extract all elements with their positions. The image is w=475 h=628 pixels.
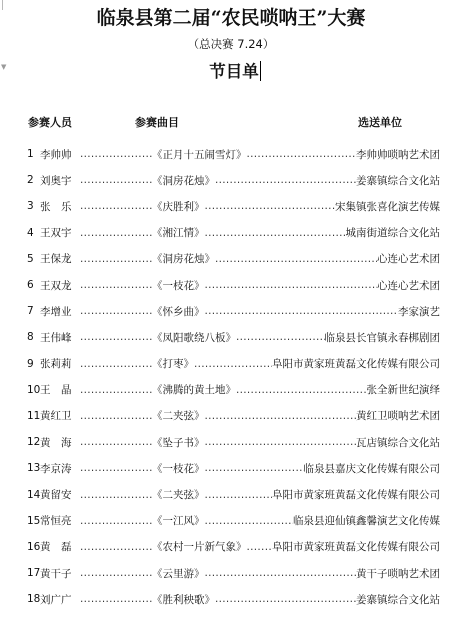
entry-performer: 张莉莉 bbox=[40, 358, 72, 371]
column-header-song: 参赛曲目 bbox=[135, 116, 179, 129]
dot-leader bbox=[215, 174, 356, 186]
dot-leader bbox=[205, 279, 378, 291]
entry-number: 18 bbox=[27, 593, 41, 606]
list-item bbox=[27, 246, 440, 272]
entry-performer: 黄 海 bbox=[40, 436, 72, 449]
dot-leader bbox=[80, 541, 152, 553]
dot-leader bbox=[80, 384, 152, 396]
list-item bbox=[27, 429, 440, 455]
entry-song: 《湘江情》 bbox=[152, 227, 205, 240]
entry-unit: 临泉县长官镇永春梆剧团 bbox=[324, 331, 440, 344]
list-item bbox=[27, 193, 440, 219]
list-item bbox=[27, 481, 440, 507]
list-item bbox=[27, 455, 440, 481]
entry-number: 12 bbox=[27, 436, 41, 449]
list-item bbox=[27, 298, 440, 324]
entry-unit: 张全新世纪演绎 bbox=[366, 384, 440, 397]
program-heading[interactable] bbox=[0, 61, 470, 83]
entry-performer: 黄留安 bbox=[40, 489, 72, 502]
dot-leader bbox=[80, 331, 152, 343]
entry-song: 《怀乡曲》 bbox=[152, 305, 205, 318]
entry-performer: 王伟峰 bbox=[40, 331, 72, 344]
entry-number: 3 bbox=[27, 200, 34, 213]
entry-unit: 城南街道综合文化站 bbox=[345, 227, 440, 240]
dot-leader bbox=[80, 148, 152, 160]
entry-performer: 王双宇 bbox=[40, 227, 72, 240]
list-item bbox=[27, 586, 440, 612]
entry-number: 4 bbox=[27, 226, 34, 239]
entry-unit: 姜寨镇综合文化站 bbox=[356, 593, 440, 606]
entry-performer: 王保龙 bbox=[40, 253, 72, 266]
entry-song: 《坠子书》 bbox=[152, 436, 205, 449]
dot-leader bbox=[80, 462, 152, 474]
entry-song: 《二夹弦》 bbox=[152, 489, 205, 502]
entry-performer: 刘奥宇 bbox=[40, 174, 72, 187]
dot-leader bbox=[236, 384, 367, 396]
dot-leader bbox=[205, 305, 399, 317]
entry-performer: 王 晶 bbox=[40, 384, 72, 397]
dot-leader bbox=[80, 305, 152, 317]
entry-song: 《二夹弦》 bbox=[152, 410, 205, 423]
dot-leader bbox=[80, 358, 152, 370]
text-cursor bbox=[260, 61, 261, 81]
entry-number: 8 bbox=[27, 331, 34, 344]
entry-song: 《云里游》 bbox=[152, 567, 205, 580]
list-item bbox=[27, 508, 440, 534]
entry-performer: 黄 磊 bbox=[40, 541, 72, 554]
dot-leader bbox=[80, 515, 152, 527]
entry-song: 《凤阳歌绕八板》 bbox=[152, 331, 236, 344]
entry-unit: 临泉县嘉庆文化传媒有限公司 bbox=[303, 462, 440, 475]
entry-number: 15 bbox=[27, 514, 41, 527]
entry-performer: 刘广广 bbox=[40, 593, 72, 606]
entry-unit: 黄干子唢呐艺术团 bbox=[356, 567, 440, 580]
dot-leader bbox=[215, 593, 356, 605]
entry-song: 《农村一片新气象》 bbox=[152, 541, 247, 554]
entry-song: 《胜利秧歌》 bbox=[152, 593, 215, 606]
document-title: 临泉县第二届“农民唢呐王”大赛 bbox=[96, 7, 366, 29]
entry-song: 《沸腾的黄土地》 bbox=[152, 384, 236, 397]
entry-number: 11 bbox=[27, 409, 41, 422]
entry-unit: 姜寨镇综合文化站 bbox=[356, 174, 440, 187]
entry-performer: 黄红卫 bbox=[40, 410, 72, 423]
dot-leader bbox=[80, 253, 152, 265]
list-item bbox=[27, 377, 440, 403]
list-item bbox=[27, 403, 440, 429]
dot-leader bbox=[205, 515, 294, 527]
entry-performer: 李增业 bbox=[40, 305, 72, 318]
entry-performer: 李京涛 bbox=[40, 462, 72, 475]
dot-leader bbox=[80, 410, 152, 422]
entry-song: 《洞房花烛》 bbox=[152, 253, 215, 266]
column-header-performer: 参赛人员 bbox=[28, 116, 72, 129]
list-item bbox=[27, 167, 440, 193]
entry-unit: 心连心艺术团 bbox=[377, 253, 440, 266]
entry-song: 《一枝花》 bbox=[152, 279, 205, 292]
entry-performer: 王双龙 bbox=[40, 279, 72, 292]
dot-leader bbox=[80, 567, 152, 579]
entry-song: 《庆胜利》 bbox=[152, 200, 205, 213]
entry-unit: 瓦店镇综合文化站 bbox=[356, 436, 440, 449]
entry-performer: 张 乐 bbox=[40, 200, 72, 213]
entry-number: 9 bbox=[27, 357, 34, 370]
list-item bbox=[27, 324, 440, 350]
document-subtitle: （总决赛 7.24） bbox=[187, 37, 275, 51]
program-heading-text: 节目单 bbox=[209, 62, 259, 81]
entry-song: 《一江风》 bbox=[152, 515, 205, 528]
entry-number: 1 bbox=[27, 148, 34, 161]
dot-leader bbox=[205, 436, 357, 448]
list-item bbox=[27, 141, 440, 167]
column-header-unit: 选送单位 bbox=[358, 116, 402, 129]
dot-leader bbox=[205, 410, 357, 422]
entry-song: 《打枣》 bbox=[152, 358, 194, 371]
entry-unit: 阜阳市黄家班黄磊文化传媒有限公司 bbox=[272, 358, 440, 371]
dot-leader bbox=[236, 331, 325, 343]
entry-song: 《洞房花烛》 bbox=[152, 174, 215, 187]
dot-leader bbox=[80, 489, 152, 501]
dot-leader bbox=[80, 200, 152, 212]
entry-unit: 临泉县迎仙镇鑫馨演艺文化传媒 bbox=[293, 515, 440, 528]
entry-number: 5 bbox=[27, 252, 34, 265]
entry-performer: 李帅帅 bbox=[40, 148, 72, 161]
dot-leader bbox=[205, 227, 346, 239]
entry-unit: 阜阳市黄家班黄磊文化传媒有限公司 bbox=[272, 489, 440, 502]
dot-leader bbox=[80, 174, 152, 186]
dot-leader bbox=[80, 279, 152, 291]
dot-leader bbox=[80, 436, 152, 448]
dot-leader bbox=[205, 200, 336, 212]
entry-song: 《正月十五闹雪灯》 bbox=[152, 148, 247, 161]
entry-number: 6 bbox=[27, 279, 34, 292]
dot-leader bbox=[247, 148, 357, 160]
list-item bbox=[27, 534, 440, 560]
entry-unit: 李家演艺 bbox=[398, 305, 440, 318]
margin-arrow-icon: ▼ bbox=[1, 63, 7, 71]
entry-performer: 黄干子 bbox=[40, 567, 72, 580]
entry-performer: 常恒亮 bbox=[40, 515, 72, 528]
entry-number: 7 bbox=[27, 305, 34, 318]
dot-leader bbox=[80, 227, 152, 239]
dot-leader bbox=[205, 567, 357, 579]
list-item bbox=[27, 220, 440, 246]
dot-leader bbox=[205, 462, 304, 474]
entry-unit: 心连心艺术团 bbox=[377, 279, 440, 292]
entry-number: 16 bbox=[27, 540, 41, 553]
entry-number: 10 bbox=[27, 383, 41, 396]
entry-unit: 李帅帅唢呐艺术团 bbox=[356, 148, 440, 161]
program-list bbox=[27, 141, 440, 612]
entry-number: 17 bbox=[27, 567, 41, 580]
entry-unit: 黄红卫唢呐艺术团 bbox=[356, 410, 440, 423]
dot-leader bbox=[247, 541, 273, 553]
entry-number: 13 bbox=[27, 462, 41, 475]
dot-leader bbox=[194, 358, 272, 370]
entry-song: 《一枝花》 bbox=[152, 462, 205, 475]
list-item bbox=[27, 560, 440, 586]
dot-leader bbox=[215, 253, 377, 265]
dot-leader bbox=[80, 593, 152, 605]
entry-number: 14 bbox=[27, 488, 41, 501]
list-item bbox=[27, 272, 440, 298]
entry-number: 2 bbox=[27, 174, 34, 187]
dot-leader bbox=[205, 489, 273, 501]
entry-unit: 宋集镇张喜化演艺传媒 bbox=[335, 200, 440, 213]
list-item bbox=[27, 351, 440, 377]
entry-unit: 阜阳市黄家班黄磊文化传媒有限公司 bbox=[272, 541, 440, 554]
